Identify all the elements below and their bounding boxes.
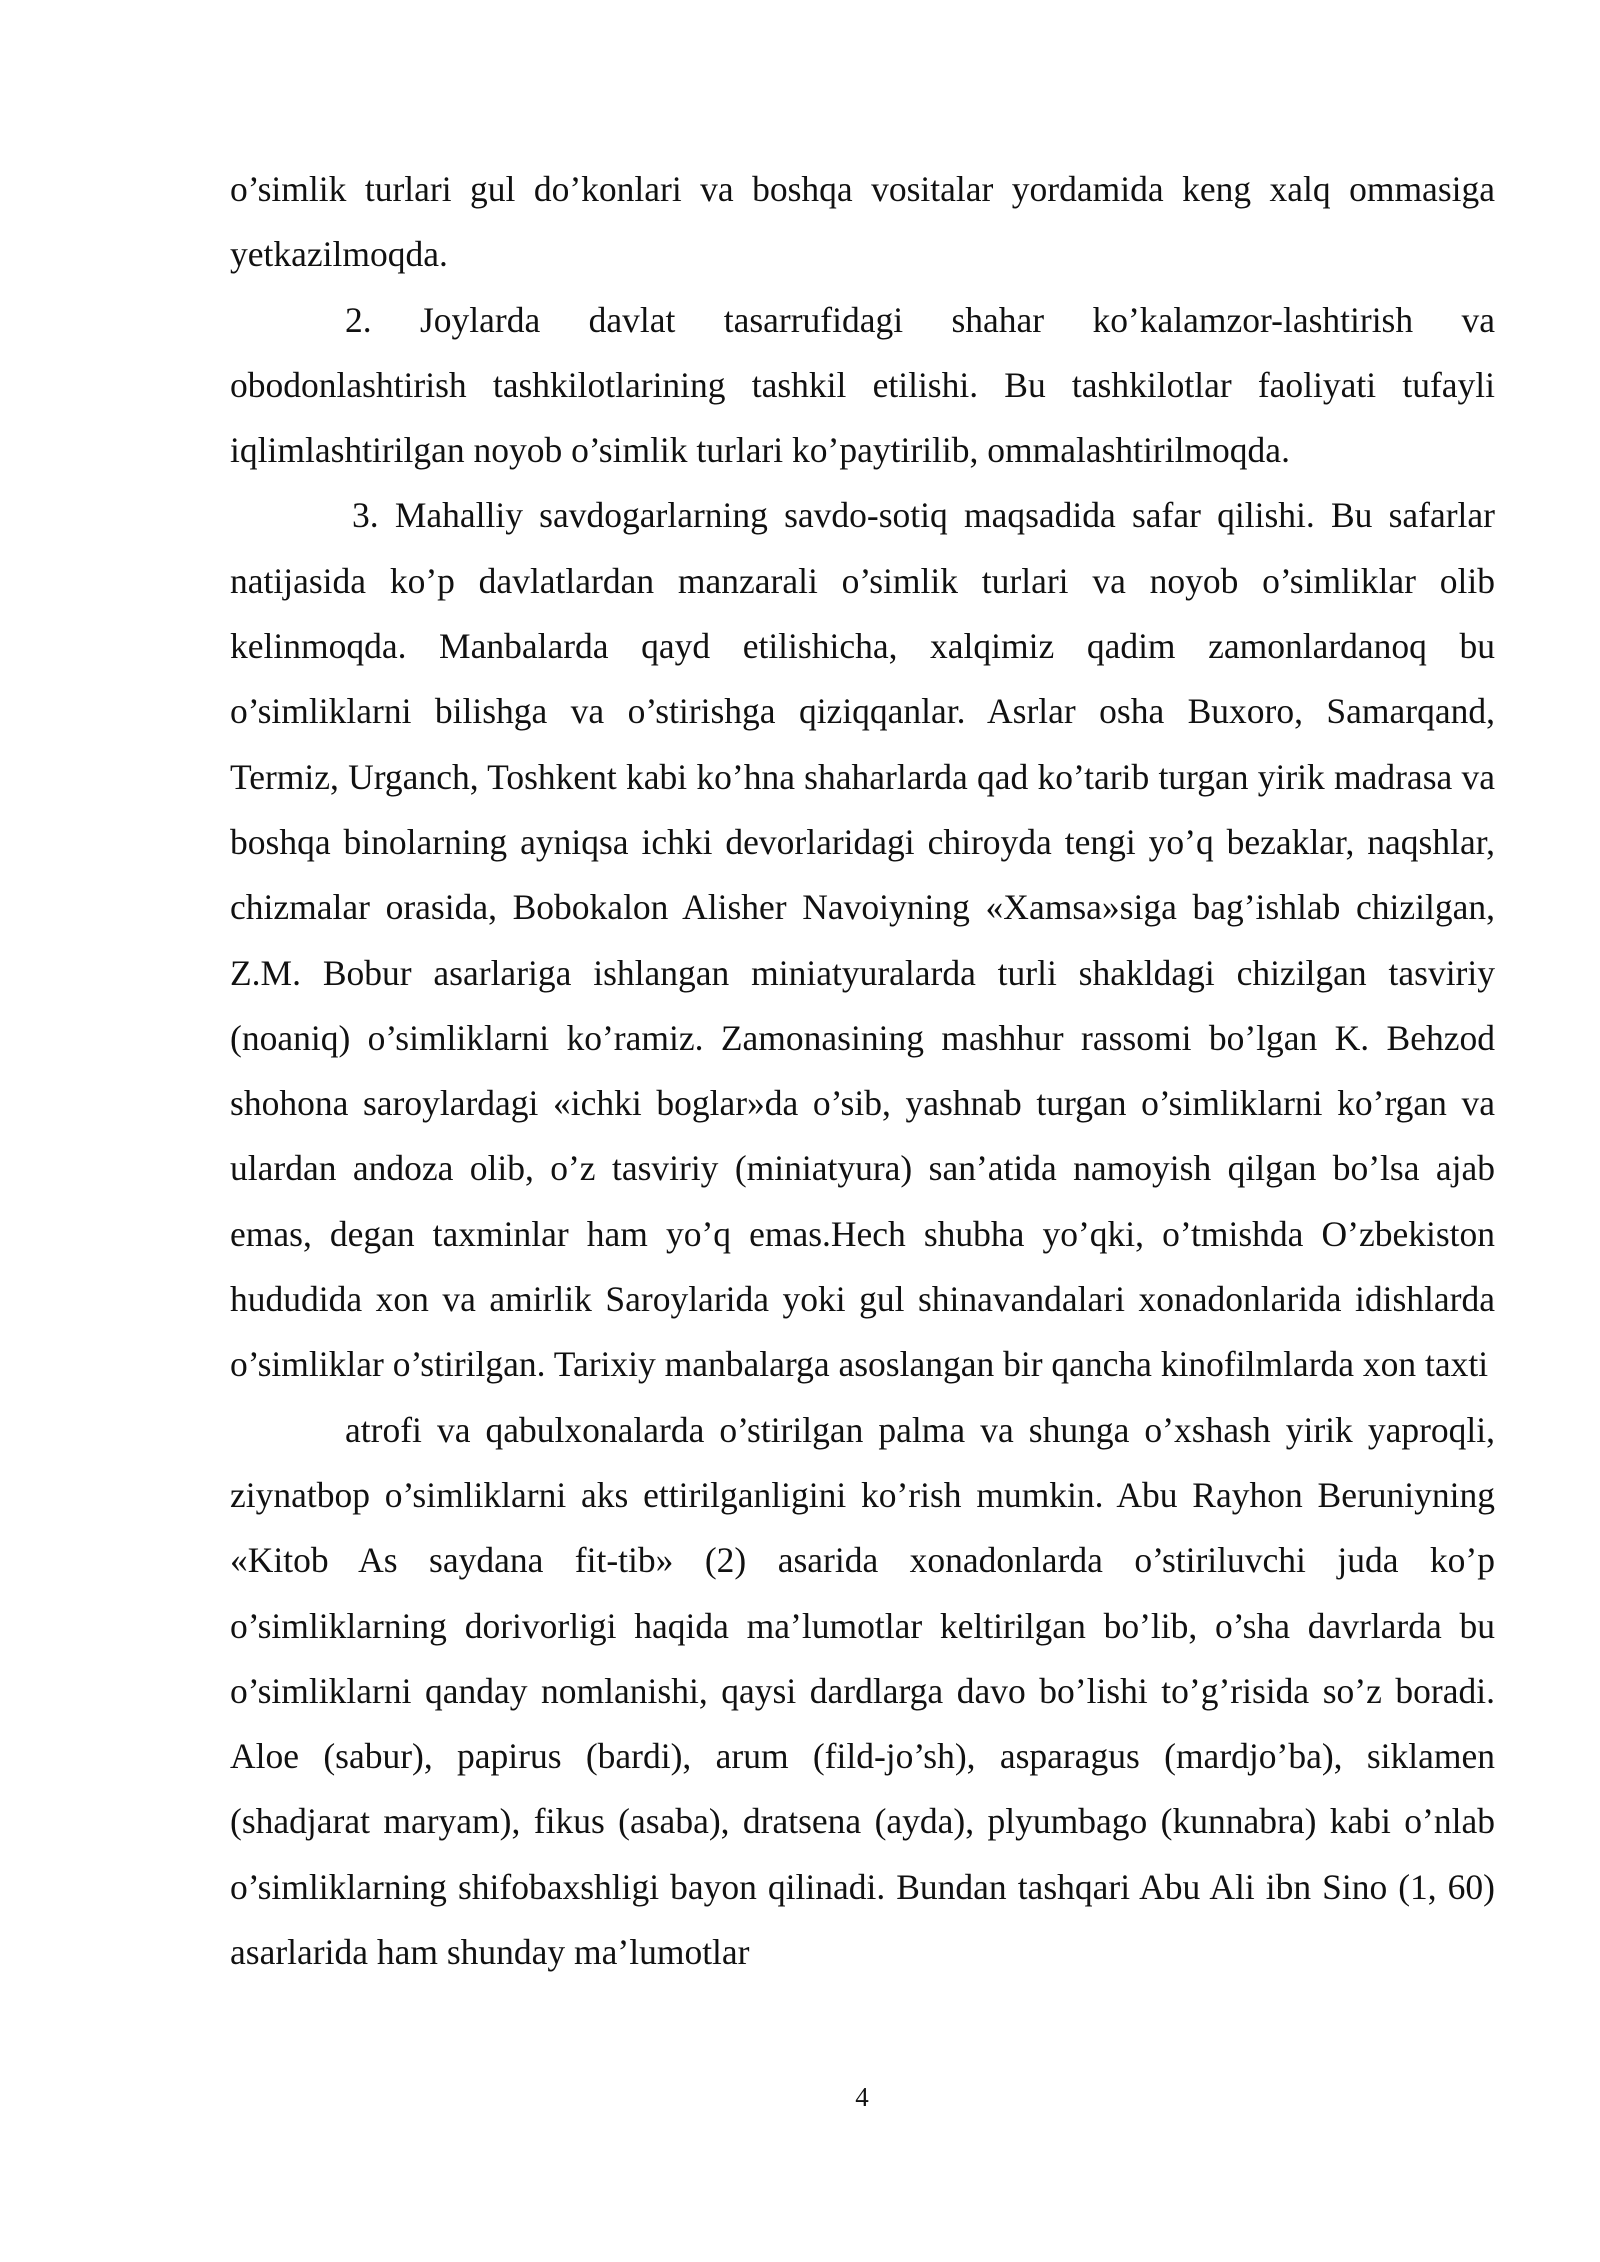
paragraph-item-3: 3. Mahalliy savdogarlarning savdo-sotiq maqsadida safar qilishi. Bu safarlar natijasida ko’p davlatlardan manzarali o’simlik turlari va noyob o’simliklar olib kelinmoqda. Manbalarda qayd etilishicha, xalqimiz qadim zamonlardanoq bu o’simliklarni bilishga va o’stirishga qiziqqanlar. Asrlar osha Buxoro, Samarqand, Termiz, Urganch, Toshkent kabi ko’hna shaharlarda qad ko’tarib turgan yirik madrasa va boshqa binolarning ayniqsa ichki devorlaridagi chiroyda tengi yo’q bezaklar, naqshlar, chizmalar orasida, Bobokalon Alisher Navoiyning «Xamsa»siga bag’ishlab chizilgan, Z.M. Bobur asarlariga ishlangan miniatyuralarda turli shakldagi chizilgan tasviriy (noaniq) o’simliklarni ko’ramiz. Zamonasining mashhur rassomi bo’lgan K. Behzod shohona saroylardagi «ichki boglar»da o’sib, yashnab turgan o’simliklarni ko’rgan va ulardan andoza olib, o’z tasviriy (miniatyura) san’atida namoyish qilgan bo’lsa ajab emas, degan taxminlar ham yo’q emas.Hech shubha yo’qki, o’tmishda O’zbekiston hududida xon va amirlik Saroylarida yoki gul shinavandalari xonadonlarida idishlarda o’simliklar o’stirilgan. Tarixiy manbalarga asoslangan bir qancha kinofilmlarda xon taxti — [230, 495, 1495, 1385]
page-number: 4 — [855, 2082, 869, 2112]
paragraph-body: atrofi va qabulxonalarda o’stirilgan palma va shunga o’xshash yirik yaproqli, ziynatbop o’simliklarni aks ettirilganligini ko’rish mumkin. Abu Rayhon Beruniyning «Kitob As saydana fit-tib» (2) asarida xonadonlarda o’stiriluvchi juda ko’p o’simliklarning dorivorligi haqida ma’lumotlar keltirilgan bo’lib, o’sha davrlarda bu o’simliklarni qanday nomlanishi, qaysi dardlarga davo bo’lishi to’g’risida so’z boradi. Aloe (sabur), papirus (bardi), arum (fild-jo’sh), asparagus (mardjo’ba), siklamen (shadjarat maryam), fikus (asaba), dratsena (ayda), plyumbago (kunnabra) kabi o’nlab o’simliklarning shifobaxshligi bayon qilinadi. Bundan tashqari Abu Ali ibn Sino (1, 60) asarlarida ham shunday ma’lumotlar — [230, 1409, 1495, 1973]
paragraph-continuation: o’simlik turlari gul do’konlari va boshqa vositalar yordamida keng xalq ommasiga yetkazilmoqda. — [230, 169, 1495, 275]
paragraph-item-2: 2. Joylarda davlat tasarrufidagi shahar ko’kalamzor-lashtirish va obodonlashtirish tashkilotlarining tashkil etilishi. Bu tashkilotlar faoliyati tufayli iqlimlashtirilgan noyob o’simlik turlari ko’paytirilib, ommalashtirilmoqda. — [230, 299, 1495, 471]
page-body — [230, 157, 1495, 1985]
